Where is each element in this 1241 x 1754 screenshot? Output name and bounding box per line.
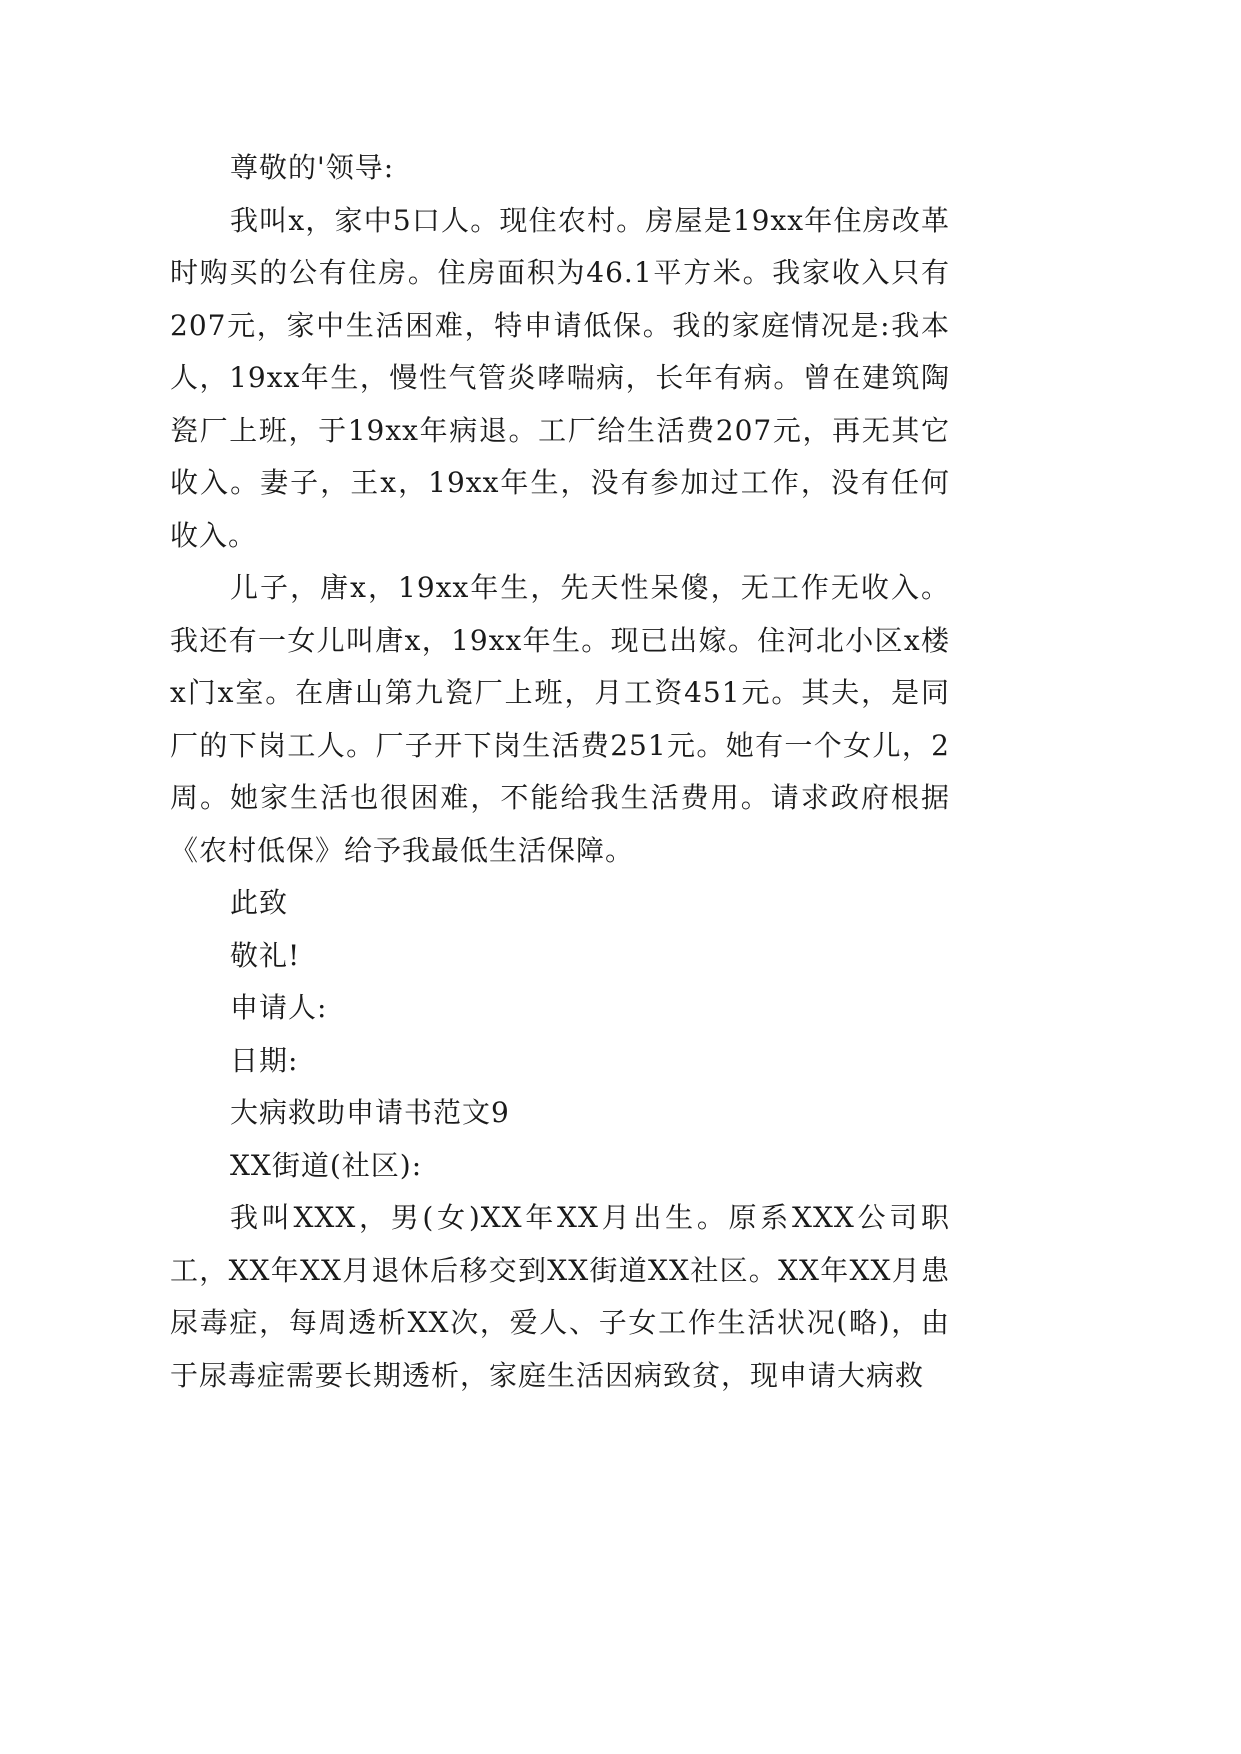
document-body	[170, 142, 950, 1402]
paragraph-illness-application: 我叫XXX，男(女)XX年XX月出生。原系XXX公司职工，XX年XX月退休后移交到XX街道XX社区。XX年XX月患尿毒症，每周透析XX次，爱人、子女工作生活状况(略)，由于尿毒症需要长期透析，家庭生活因病致贫，现申请大病救	[170, 1201, 950, 1392]
closing-ci-zhi: 此致	[230, 886, 289, 919]
applicant-label: 申请人:	[230, 991, 328, 1024]
closing-jing-li: 敬礼!	[230, 938, 301, 972]
paragraph-children-situation: 儿子，唐x，19xx年生，先天性呆傻，无工作无收入。我还有一女儿叫唐x，19xx年生。现已出嫁。住河北小区x楼x门x室。在唐山第九瓷厂上班，月工资451元。其夫，是同厂的下岗工人。厂子开下岗生活费251元。她有一个女儿，2周。她家生活也很困难，不能给我生活费用。请求政府根据《农村低保》给予我最低生活保障。	[170, 571, 950, 867]
addressee: XX街道(社区):	[230, 1148, 423, 1182]
date-label: 日期:	[230, 1043, 299, 1077]
section-heading: 大病救助申请书范文9	[230, 1096, 510, 1129]
paragraph-family-situation: 我叫x，家中5口人。现住农村。房屋是19xx年住房改革时购买的公有住房。住房面积为46.1平方米。我家收入只有207元，家中生活困难，特申请低保。我的家庭情况是:我本人，19xx年生，慢性气管炎哮喘病，长年有病。曾在建筑陶瓷厂上班，于19xx年病退。工厂给生活费207元，再无其它收入。妻子，王x，19xx年生，没有参加过工作，没有任何收入。	[170, 203, 950, 552]
salutation: 尊敬的'领导:	[230, 151, 395, 184]
